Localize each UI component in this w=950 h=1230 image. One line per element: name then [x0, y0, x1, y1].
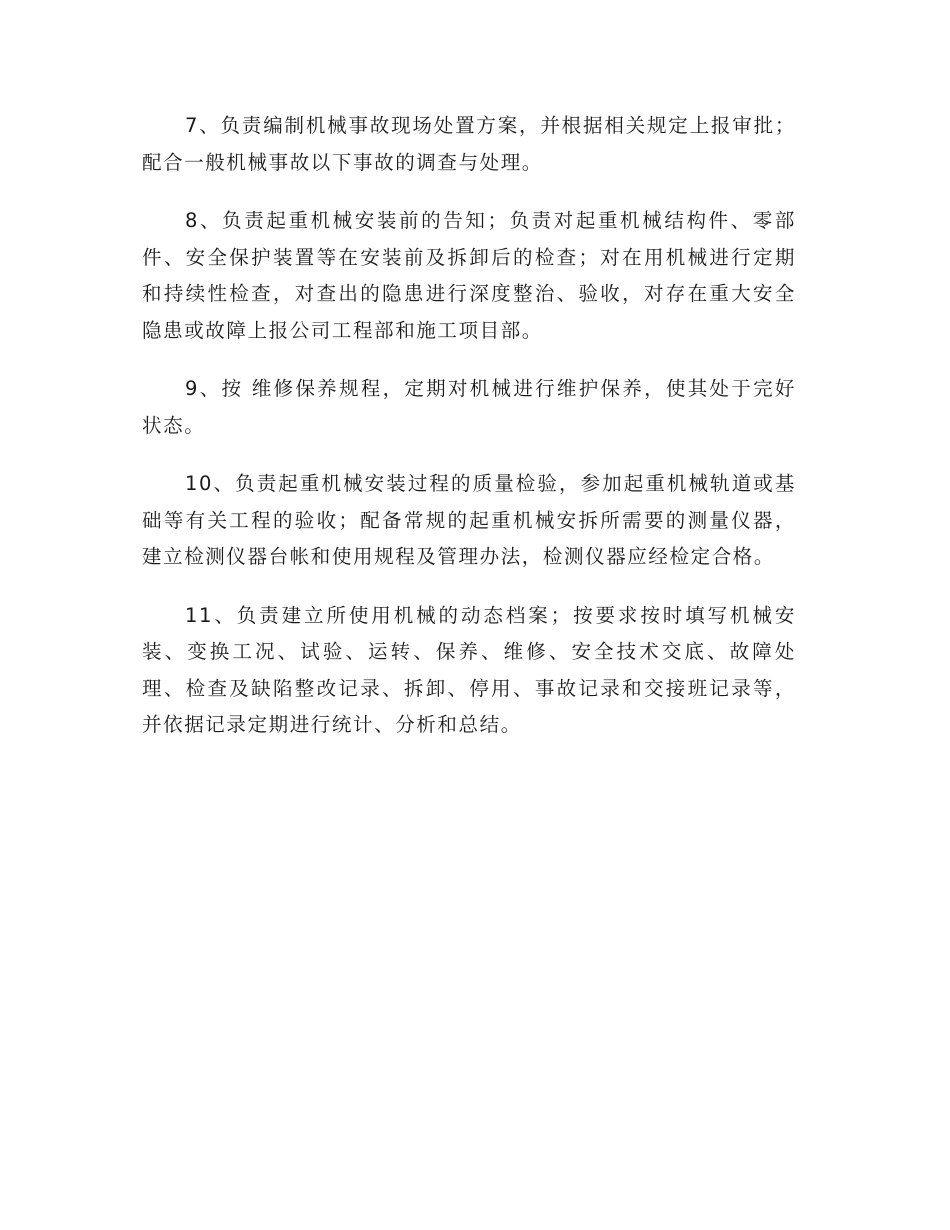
- text-line: 10、负责起重机械安装过程的质量检验，参加起重机械轨道或基: [185, 472, 796, 495]
- text-line: 配合一般机械事故以下事故的调查与处理。: [142, 150, 543, 174]
- paragraph-item-9: [142, 371, 796, 444]
- text-line: 隐患或故障上报公司工程部和施工项目部。: [142, 318, 543, 342]
- paragraph-item-7: [142, 108, 796, 181]
- text-line: 状态。: [142, 413, 206, 437]
- text-line: 8、负责起重机械安装前的告知；负责对起重机械结构件、零部: [185, 209, 796, 232]
- paragraph-item-8: [142, 203, 796, 349]
- paragraph-item-10: [142, 466, 796, 576]
- text-line: 建立检测仪器台帐和使用规程及管理办法，检测仪器应经检定合格。: [142, 545, 776, 568]
- document-body: [142, 108, 796, 766]
- text-line: 9、按 维修保养规程，定期对机械进行维护保养，使其处于完好: [185, 377, 796, 400]
- text-line: 并依据记录定期进行统计、分析和总结。: [142, 713, 522, 736]
- paragraph-item-11: [142, 598, 796, 744]
- text-line: 件、安全保护装置等在安装前及拆卸后的检查；对在用机械进行定期: [142, 245, 796, 269]
- text-line: 和持续性检查，对查出的隐患进行深度整治、验收，对存在重大安全: [142, 282, 796, 305]
- text-line: 础等有关工程的验收；配备常规的起重机械安拆所需要的测量仪器，: [142, 508, 796, 532]
- text-line: 理、检查及缺陷整改记录、拆卸、停用、事故记录和交接班记录等，: [142, 676, 796, 700]
- text-line: 11、负责建立所使用机械的动态档案；按要求按时填写机械安: [185, 603, 796, 627]
- text-line: 7、负责编制机械事故现场处置方案，并根据相关规定上报审批；: [185, 114, 796, 137]
- text-line: 装、变换工况、试验、运转、保养、维修、安全技术交底、故障处: [142, 640, 796, 663]
